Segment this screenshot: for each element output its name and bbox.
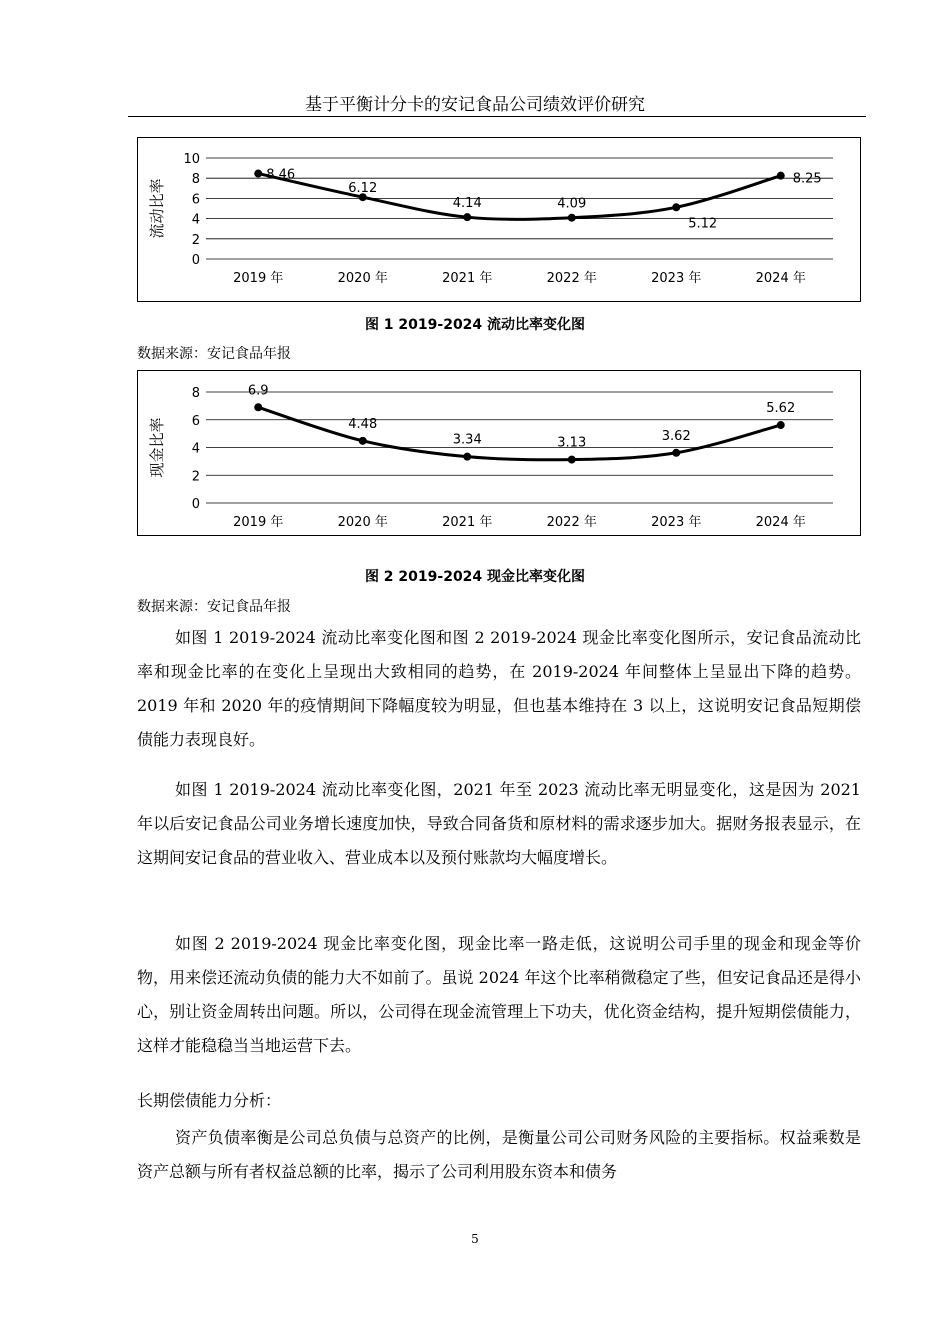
x-tick-label: 2024 年: [755, 271, 806, 286]
x-tick-label: 2019 年: [233, 515, 284, 530]
y-tick-label: 10: [183, 152, 200, 167]
header-rule: [128, 116, 866, 117]
paragraph-1: 如图 1 2019-2024 流动比率变化图和图 2 2019-2024 现金比率变化图所示，安记食品流动比率和现金比率的在变化上呈现出大致相同的趋势，在 2019-2024 年间整体上呈显出下降的趋势。2019 年和 2020 年的疫情期间下降幅度较为明显，但也基本维持在 3 以上，这说明安记食品短期偿债能力表现良好。: [137, 628, 861, 749]
paragraph-3: 如图 2 2019-2024 现金比率变化图，现金比率一路走低，这说明公司手里的现金和现金等价物，用来偿还流动负债的能力大不如前了。虽说 2024 年这个比率稍微稳定了些，但安记食品还是得小心，别让资金周转出问题。所以，公司得在现金流管理上下功夫，优化资金结构，提升短期偿债能力，这样才能稳稳当当地运营下去。: [137, 934, 861, 1055]
x-tick-label: 2020 年: [337, 271, 388, 286]
y-axis-label: 流动比率: [148, 178, 166, 239]
x-tick-label: 2024 年: [755, 515, 806, 530]
chart-cash-ratio: [137, 370, 861, 536]
figure-1-caption: 图 1 2019-2024 流动比率变化图: [364, 317, 586, 333]
data-label: 6.9: [247, 383, 269, 399]
data-point: [254, 170, 262, 178]
data-label: 3.34: [452, 432, 482, 448]
data-point: [359, 437, 367, 445]
data-point: [777, 172, 785, 180]
section-heading-long-term-solvency: 长期偿债能力分析：: [137, 1091, 282, 1110]
x-tick-label: 2022 年: [546, 515, 597, 530]
paragraph-2: 如图 1 2019-2024 流动比率变化图，2021 年至 2023 流动比率无明显变化，这是因为 2021 年以后安记食品公司业务增长速度加快，导致合同备货和原材料的需求逐步加大。据财务报表显示，在这期间安记食品的营业收入、营业成本以及预付账款均大幅度增长。: [137, 780, 861, 867]
chart-current-ratio-svg: [138, 138, 860, 301]
chart-cash-ratio-svg: [138, 371, 860, 535]
data-point: [463, 213, 471, 221]
data-point: [568, 456, 576, 464]
data-point: [254, 403, 262, 411]
figure-1-source: 数据来源：安记食品年报: [137, 346, 291, 362]
y-tick-label: 4: [191, 441, 200, 457]
y-tick-label: 8: [191, 386, 200, 401]
y-tick-label: 6: [191, 413, 200, 429]
x-tick-label: 2023 年: [651, 515, 702, 530]
x-tick-label: 2021 年: [442, 515, 493, 530]
figure-2-source: 数据来源：安记食品年报: [137, 599, 291, 615]
data-point: [777, 421, 785, 429]
data-label: 5.62: [766, 401, 796, 417]
data-point: [463, 453, 471, 461]
x-tick-label: 2020 年: [337, 515, 388, 530]
data-label: 8.25: [792, 171, 822, 187]
data-label: 4.48: [348, 416, 378, 432]
y-tick-label: 0: [191, 497, 200, 512]
data-label: 4.09: [557, 196, 587, 212]
data-label: 5.12: [688, 216, 718, 232]
x-tick-label: 2019 年: [233, 271, 284, 286]
data-point: [672, 449, 680, 457]
data-label: 3.13: [557, 435, 587, 451]
x-tick-label: 2021 年: [442, 271, 493, 286]
data-label: 3.62: [661, 428, 691, 444]
page-number: 5: [471, 1232, 479, 1246]
figure-2-caption: 图 2 2019-2024 现金比率变化图: [364, 569, 586, 585]
series-line: [258, 407, 781, 460]
data-label: 6.12: [348, 181, 378, 197]
y-tick-label: 8: [191, 172, 200, 188]
running-header-title: 基于平衡计分卡的安记食品公司绩效评价研究: [305, 95, 645, 115]
y-tick-label: 6: [191, 192, 200, 208]
chart-current-ratio: [137, 137, 861, 302]
data-label: 8.46: [266, 167, 296, 183]
x-tick-label: 2023 年: [651, 271, 702, 286]
data-label: 4.14: [452, 196, 482, 212]
x-tick-label: 2022 年: [546, 271, 597, 286]
y-tick-label: 0: [191, 253, 200, 268]
y-tick-label: 2: [191, 469, 200, 485]
data-point: [568, 214, 576, 222]
paragraph-4: 资产负债率衡是公司总负债与总资产的比例，是衡量公司公司财务风险的主要指标。权益乘数是资产总额与所有者权益总额的比率，揭示了公司利用股东资本和债务: [137, 1128, 861, 1181]
data-point: [672, 203, 680, 211]
y-tick-label: 2: [191, 232, 200, 248]
series-line: [258, 174, 781, 220]
y-tick-label: 4: [191, 212, 200, 228]
y-axis-label: 现金比率: [148, 417, 166, 478]
